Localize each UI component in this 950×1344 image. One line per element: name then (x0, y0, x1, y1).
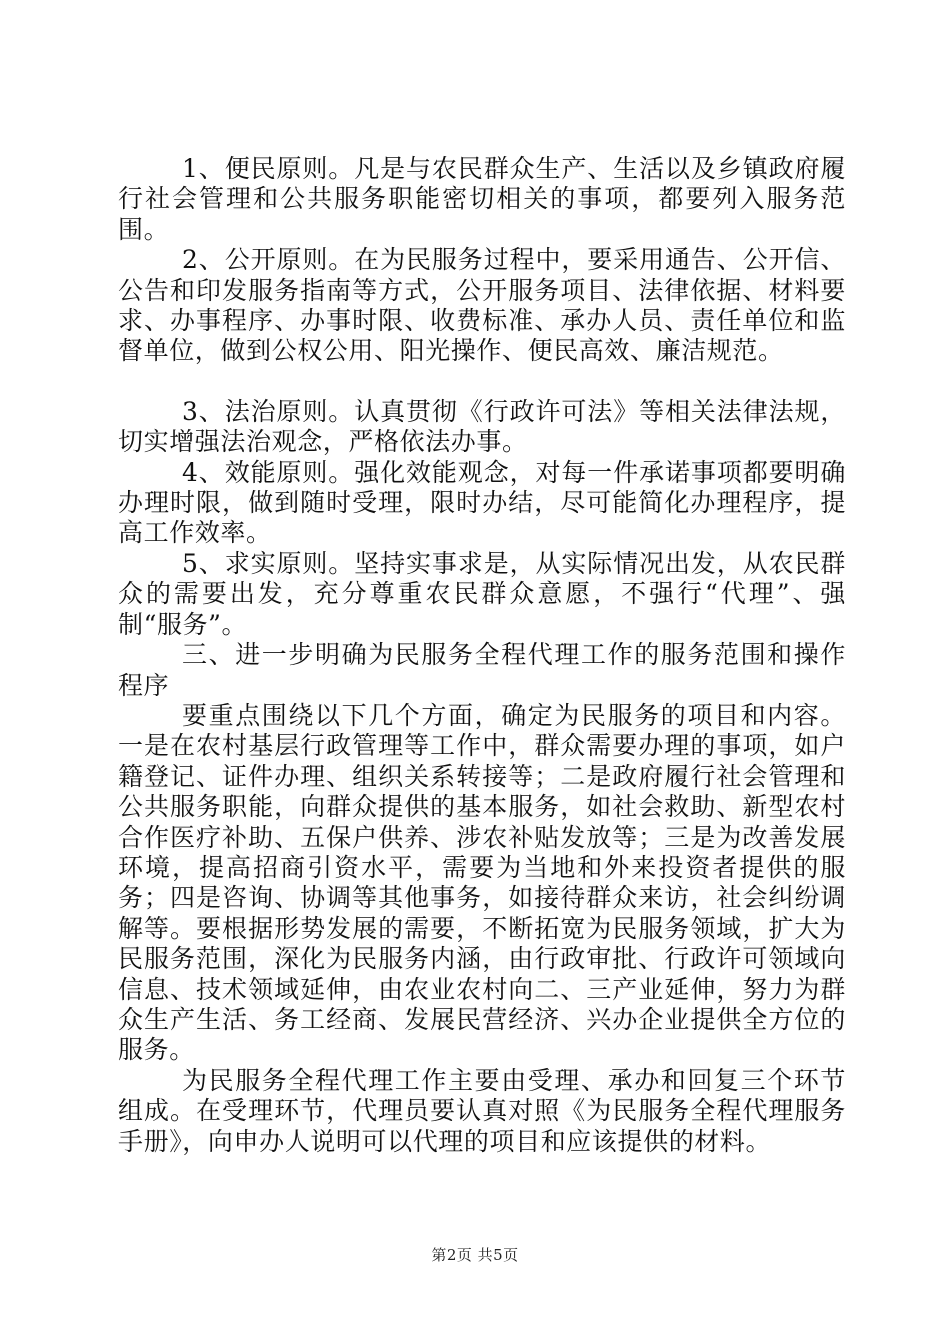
section-heading-3: 三、进一步明确为民服务全程代理工作的服务范围和操作程序 (118, 640, 846, 700)
paragraph-principle-4: 4、效能原则。强化效能观念，对每一件承诺事项都要明确办理时限，做到随时受理，限时办结，尽可能简化办理程序，提高工作效率。 (118, 457, 846, 548)
document-body (118, 154, 846, 1157)
paragraph-principle-1: 1、便民原则。凡是与农民群众生产、生活以及乡镇政府履行社会管理和公共服务职能密切相关的事项，都要列入服务范围。 (118, 154, 846, 244)
paragraph-principle-3: 3、法治原则。认真贯彻《行政许可法》等相关法律法规，切实增强法治观念，严格依法办事。 (118, 396, 846, 457)
paragraph-principle-2: 2、公开原则。在为民服务过程中，要采用通告、公开信、公告和印发服务指南等方式，公开服务项目、法律依据、材料要求、办事程序、办事时限、收费标准、承办人员、责任单位和监督单位，做到公权公用、阳光操作、便民高效、廉洁规范。 (118, 245, 846, 366)
paragraph-principle-5: 5、求实原则。坚持实事求是，从实际情况出发，从农民群众的需要出发，充分尊重农民群众意愿，不强行“代理”、强制“服务”。 (118, 548, 846, 639)
page-footer: 第2页 共5页 (431, 1246, 519, 1264)
paragraph-service-scope: 要重点围绕以下几个方面，确定为民服务的项目和内容。一是在农村基层行政管理等工作中，群众需要办理的事项，如户籍登记、证件办理、组织关系转接等；二是政府履行社会管理和公共服务职能，向群众提供的基本服务，如社会救助、新型农村合作医疗补助、五保户供养、涉农补贴发放等；三是为改善发展环境，提高招商引资水平，需要为当地和外来投资者提供的服务；四是咨询、协调等其他事务，如接待群众来访，社会纠纷调解等。要根据形势发展的需要，不断拓宽为民服务领域，扩大为民服务范围，深化为民服务内涵，由行政审批、行政许可领域向信息、技术领域延伸，由农业农村向二、三产业延伸，努力为群众生产生活、务工经商、发展民营经济、兴办企业提供全方位的服务。 (118, 700, 846, 1065)
paragraph-service-procedure: 为民服务全程代理工作主要由受理、承办和回复三个环节组成。在受理环节，代理员要认真对照《为民服务全程代理服务手册》，向申办人说明可以代理的项目和应该提供的材料。 (118, 1065, 846, 1156)
